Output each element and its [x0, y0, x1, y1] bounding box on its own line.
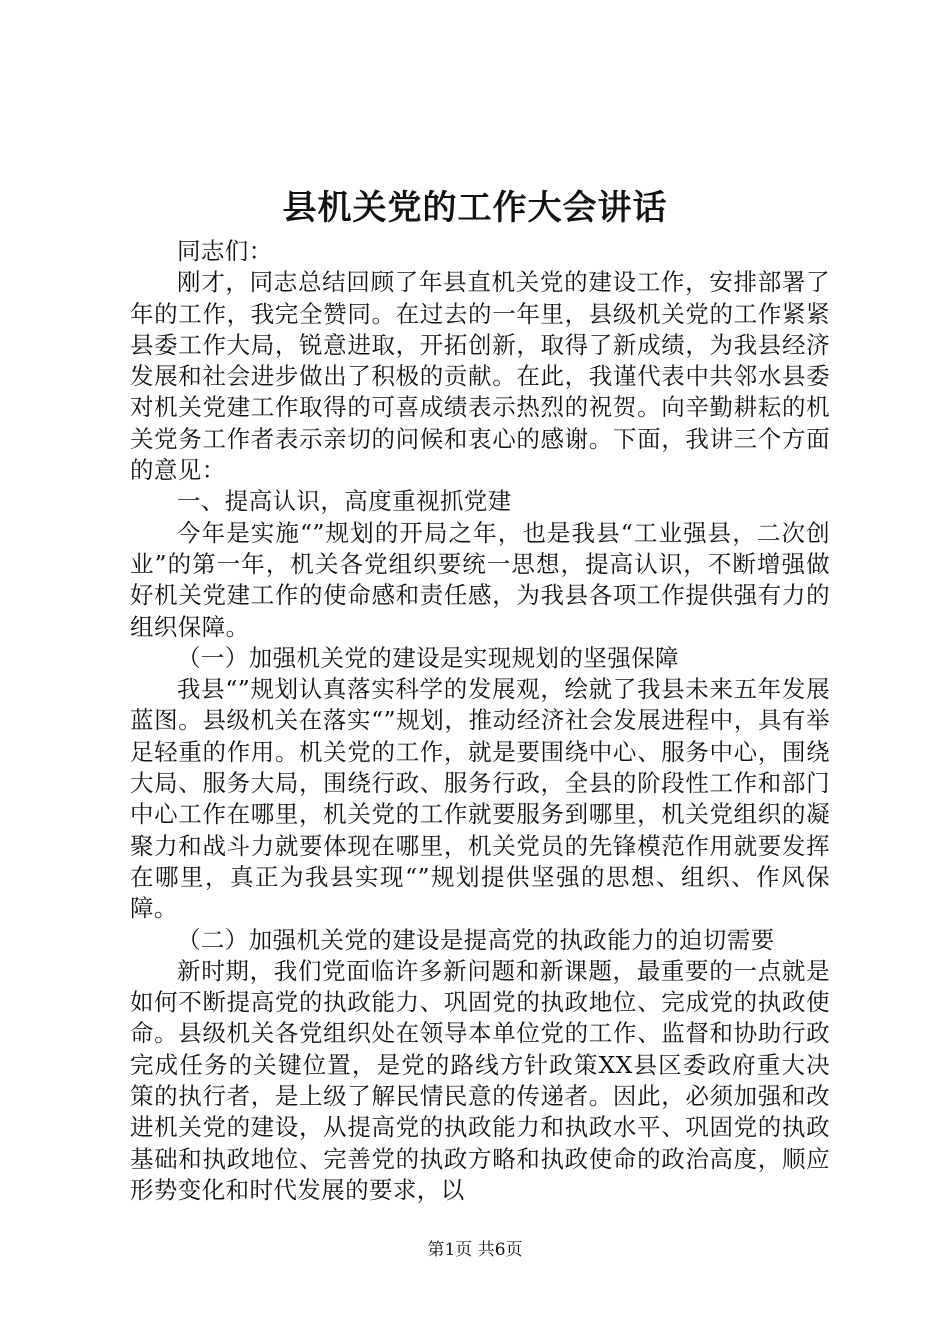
page-indicator: 第1页 共6页 — [427, 1240, 523, 1260]
section-heading: 一、提高认识，高度重视抓党建 — [177, 487, 512, 516]
paragraph: 今年是实施“”规划的开局之年，也是我县“工业强县，二次创业”的第一年，机关各党组织要统一思想，提高认识，不断增强做好机关党建工作的使命感和责任感，为我县各项工作提供强有力的组织保障。 — [130, 518, 830, 641]
document-body — [130, 236, 830, 1206]
paragraph: 我县“”规划认真落实科学的发展观，绘就了我县未来五年发展蓝图。县级机关在落实“”规划，推动经济社会发展进程中，具有举足轻重的作用。机关党的工作，就是要围绕中心、服务中心，围绕大局、服务大局，围绕行政、服务行政，全县的阶段性工作和部门中心工作在哪里，机关党的工作就要服务到哪里，机关党组织的凝聚力和战斗力就要体现在哪里，机关党员的先锋模范作用就要发挥在哪里，真正为我县实现“”规划提供坚强的思想、组织、作风保障。 — [130, 675, 830, 923]
subsection-heading: （一）加强机关党的建设是实现规划的坚强保障 — [177, 643, 679, 672]
paragraph: 新时期，我们党面临许多新问题和新课题，最重要的一点就是如何不断提高党的执政能力、巩固党的执政地位、完成党的执政使命。县级机关各党组织处在领导本单位党的工作、监督和协助行政完成任务的关键位置，是党的路线方针政策XX县区委政府重大决策的执行者，是上级了解民情民意的传递者。因此，必须加强和改进机关党的建设，从提高党的执政能力和执政水平、巩固党的执政基础和执政地位、完善党的执政方略和执政使命的政治高度，顺应形势变化和时代发展的要求，以 — [130, 956, 830, 1204]
paragraph: 刚才，同志总结回顾了年县直机关党的建设工作，安排部署了年的工作，我完全赞同。在过去的一年里，县级机关党的工作紧紧县委工作大局，锐意进取，开拓创新，取得了新成绩，为我县经济发展和社会进步做出了积极的贡献。在此，我谨代表中共邻水县委对机关党建工作取得的可喜成绩表示热烈的祝贺。向辛勤耕耘的机关党务工作者表示亲切的问候和衷心的感谢。下面，我讲三个方面的意见： — [130, 268, 830, 485]
salutation: 同志们： — [177, 237, 273, 265]
subsection-heading: （二）加强机关党的建设是提高党的执政能力的迫切需要 — [177, 925, 775, 954]
document-title: 县机关党的工作大会讲话 — [282, 188, 668, 228]
